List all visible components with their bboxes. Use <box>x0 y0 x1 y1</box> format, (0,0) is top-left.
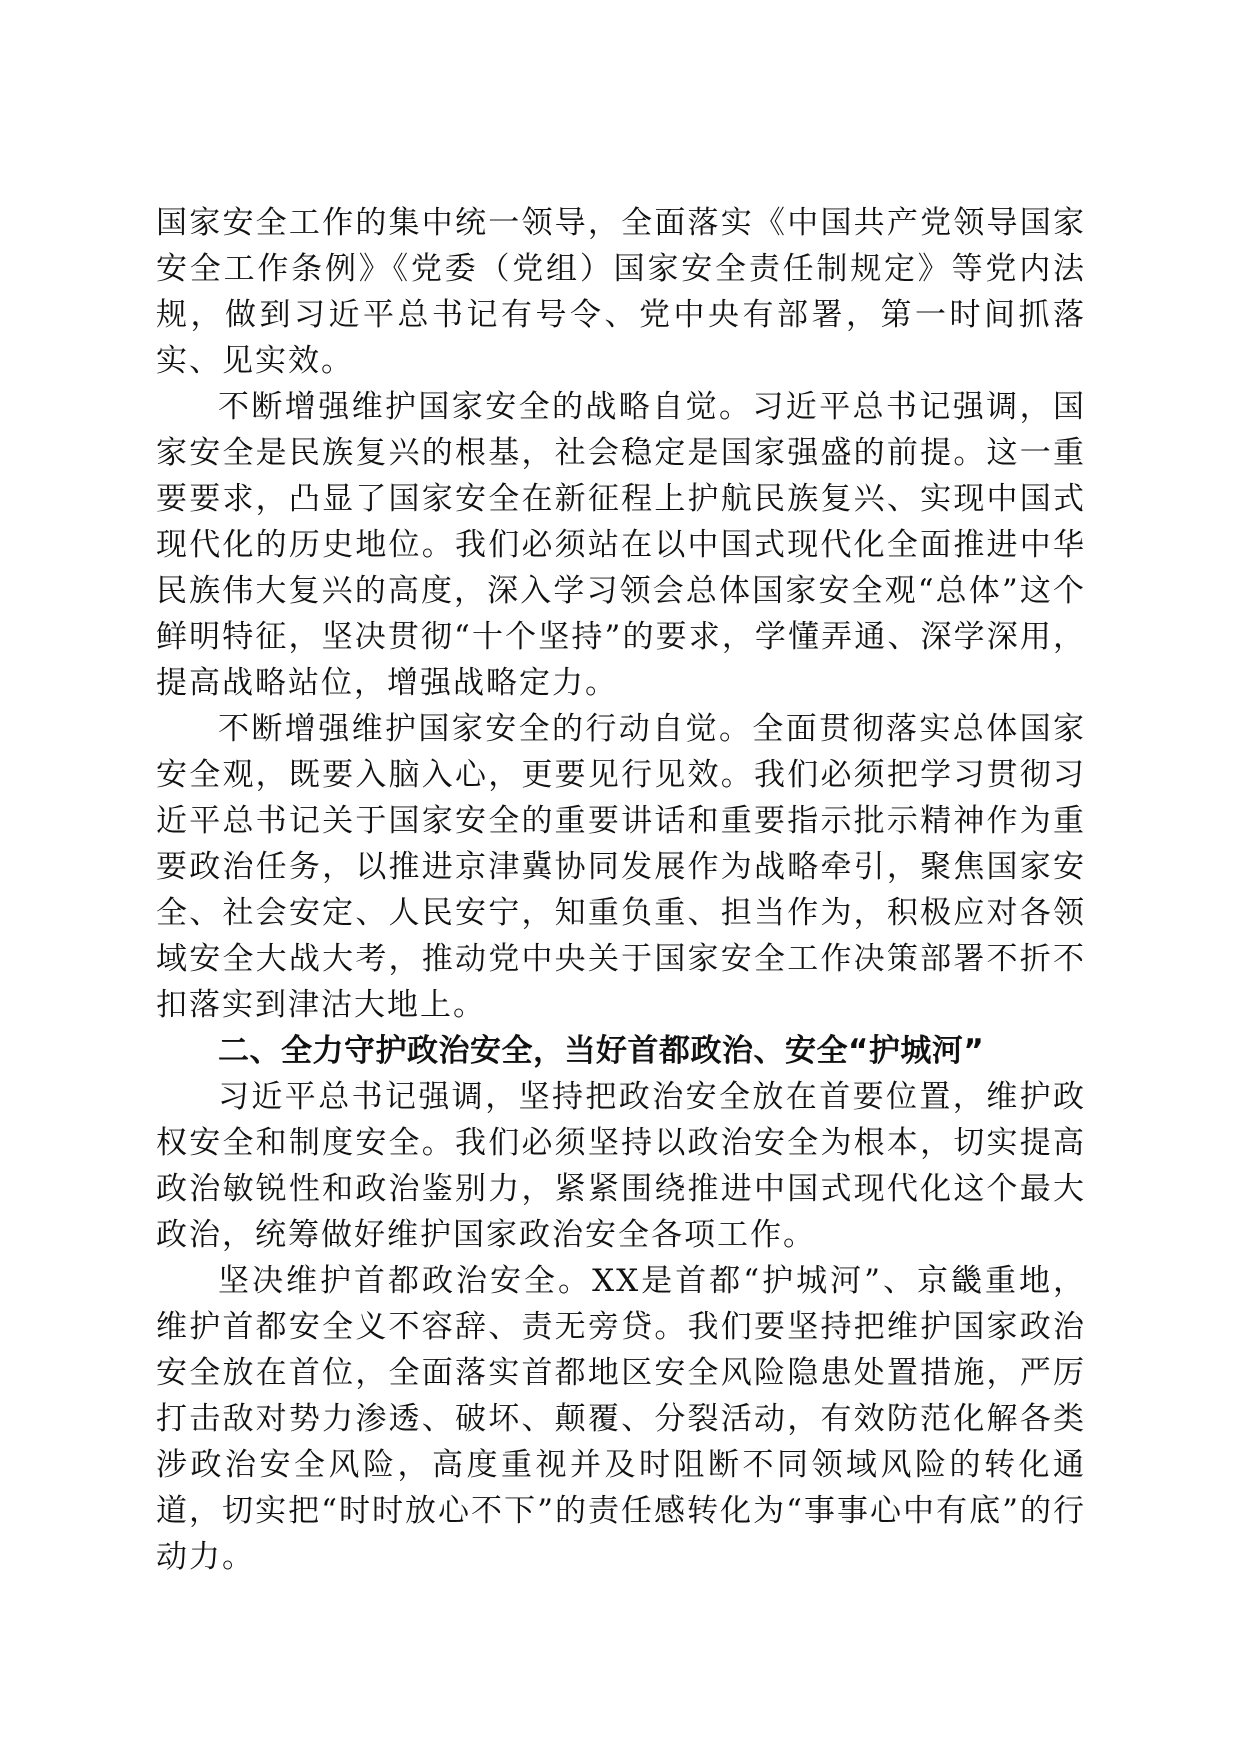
paragraph-political-security-intro: 习近平总书记强调，坚持把政治安全放在首要位置，维护政权安全和制度安全。我们必须坚持以政治安全为根本，切实提高政治敏锐性和政治鉴别力，紧紧围绕推进中国式现代化这个最大政治，统筹做好维护国家政治安全各项工作。 <box>156 1079 1086 1253</box>
paragraph-action-awareness: 不断增强维护国家安全的行动自觉。全面贯彻落实总体国家安全观，既要入脑入心，更要见行见效。我们必须把学习贯彻习近平总书记关于国家安全的重要讲话和重要指示批示精神作为重要政治任务，以推进京津冀协同发展作为战略牵引，聚焦国家安全、社会安定、人民安宁，知重负重、担当作为，积极应对各领域安全大战大考，推动党中央关于国家安全工作决策部署不折不扣落实到津沽大地上。 <box>156 711 1086 1023</box>
document-page <box>156 200 1086 1580</box>
paragraph-continuation: 国家安全工作的集中统一领导，全面落实《中国共产党领导国家安全工作条例》《党委（党组）国家安全责任制规定》等党内法规，做到习近平总书记有号令、党中央有部署，第一时间抓落实、见实效。 <box>156 205 1086 379</box>
section-heading-political-security: 二、全力守护政治安全，当好首都政治、安全“护城河” <box>218 1033 985 1069</box>
paragraph-capital-security: 坚决维护首都政治安全。XX是首都“护城河”、京畿重地，维护首都安全义不容辞、责无旁贷。我们要坚持把维护国家政治安全放在首位，全面落实首都地区安全风险隐患处置措施，严厉打击敌对势力渗透、破坏、颠覆、分裂活动，有效防范化解各类涉政治安全风险，高度重视并及时阻断不同领域风险的转化通道，切实把“时时放心不下”的责任感转化为“事事心中有底”的行动力。 <box>156 1263 1086 1575</box>
paragraph-strategic-awareness: 不断增强维护国家安全的战略自觉。习近平总书记强调，国家安全是民族复兴的根基，社会稳定是国家强盛的前提。这一重要要求，凸显了国家安全在新征程上护航民族复兴、实现中国式现代化的历史地位。我们必须站在以中国式现代化全面推进中华民族伟大复兴的高度，深入学习领会总体国家安全观“总体”这个鲜明特征，坚决贯彻“十个坚持”的要求，学懂弄通、深学深用，提高战略站位，增强战略定力。 <box>156 389 1086 701</box>
